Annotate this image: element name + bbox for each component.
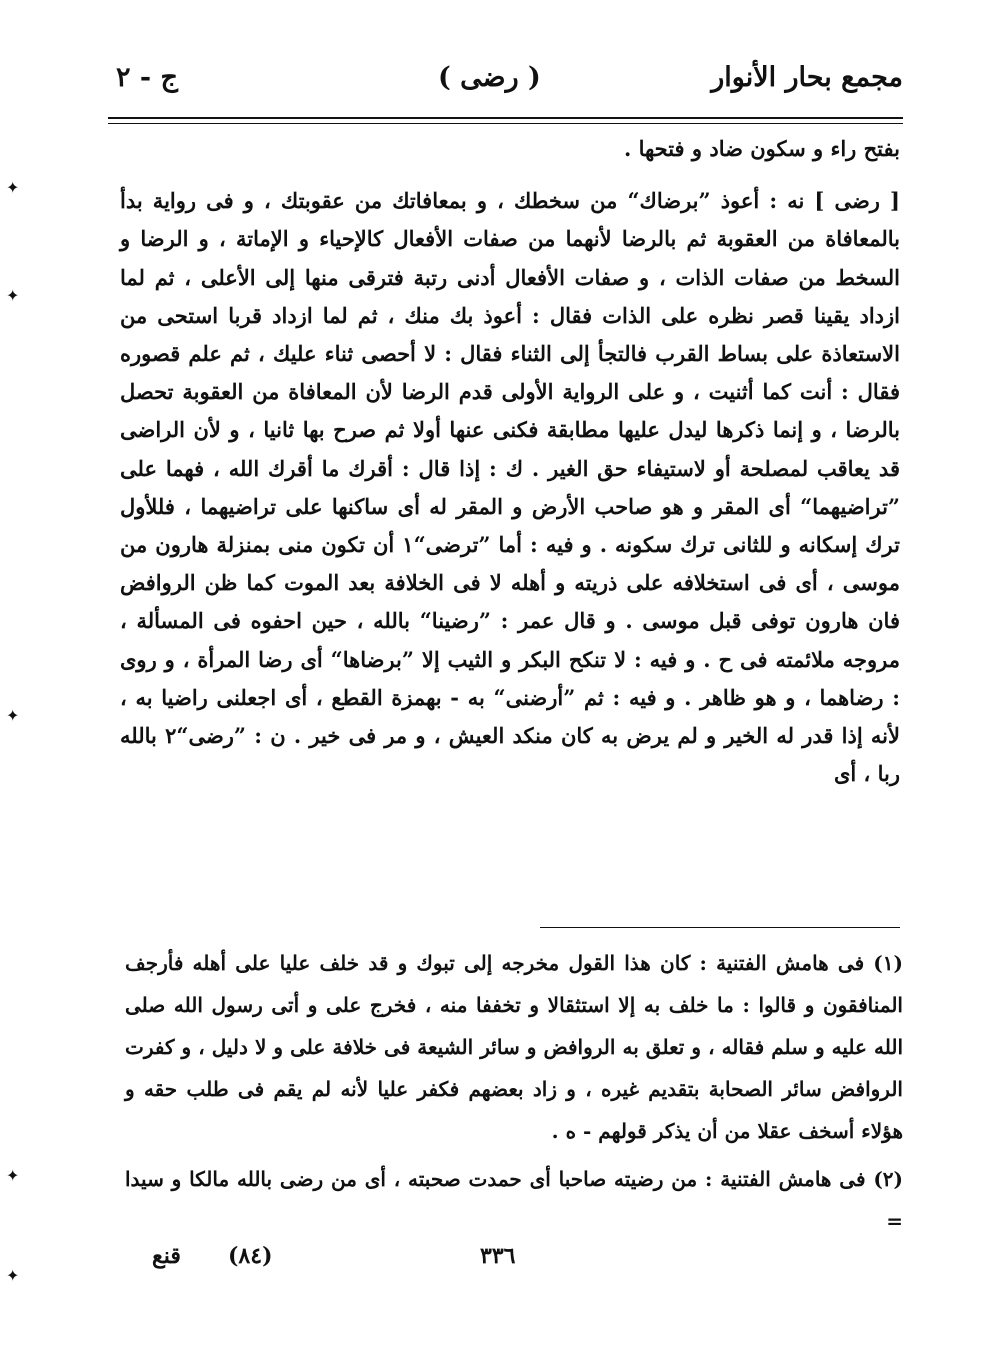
running-header [108,62,903,112]
main-text [120,130,900,793]
footnote-2: (٢) فى هامش الفتنية : من رضيته صاحبا أى حمدت صحبته ، أى من رضى بالله مالكا و سيدا = [125,1167,903,1233]
page-number: ٣٣٦ [480,1243,516,1269]
entry-word: ( رضى ) [438,62,541,93]
signature-number: (٨٤) [228,1243,273,1269]
margin-mark-icon: ✦ [6,706,20,725]
paragraph: [ رضى ] نه : أعوذ ”برضاك“ من سخطك ، و بمعافاتك من عقوبتك ، و فى رواية بدأ بالمعافاة من العقوبة ثم بالرضا لأنهما من صفات الأفعال كالإحياء و الإماتة ، و الرضا و السخط من صفات الذات ، و صفات الأفعال أدنى رتبة فترقى منها إلى الأعلى ، ثم لما ازداد يقينا قصر نظره على الذات فقال : أعوذ بك منك ، ثم لما ازداد قربا استحى من الاستعاذة على بساط القرب فالتجأ إلى الثناء فقال : لا أحصى ثناء عليك ، ثم علم قصوره فقال : أنت كما أثنيت ، و على الرواية الأولى قدم الرضا لأن المعافاة من العقوبة تحصل بالرضا ، و إنما ذكرها ليدل عليها مطابقة فكنى عنها أولا ثم صرح بها ثانيا ، و لأن الراضى قد يعاقب لمصلحة أو لاستيفاء حق الغير . ك : إذا قال : أقرك ما أقرك الله ، فهما على ”تراضيهما“ أى المقر و هو صاحب الأرض و المقر له أى ساكنها على تراضيهما ، فللأول ترك إسكانه و للثانى ترك سكونه . و فيه : أما ”ترضى“١ أن تكون منى بمنزلة هارون من موسى ، أى فى استخلافه على ذريته و أهله لا فى الخلافة بعد الموت كما ظن الروافض فان هارون توفى قبل موسى . و قال عمر : ”رضينا“ بالله ، حين احفوه فى المسألة ، مروجه ملائمته فى ح . و فيه : لا تنكح البكر و الثيب إلا ”برضاها“ أى رضا المرأة ، و روى : رضاهما ، و هو ظاهر . و فيه : ثم ”أرضنى“ به - بهمزة القطع ، أى اجعلنى راضيا به ، لأنه إذا قدر له الخير و لم يرض به كان منكد العيش ، و مر فى خير . ن : ”رضى“٢ بالله ربا ، أى [120,188,900,787]
signature-word: قنع [152,1243,181,1269]
header-rule-thin [108,123,903,124]
footnotes [125,942,903,1242]
page-footer [140,1243,900,1283]
header-rule-thick [108,117,903,119]
footnote-separator [540,927,900,928]
paragraph: بفتح راء و سكون ضاد و فتحها . [623,136,900,161]
volume-label: ج - ٢ [116,62,178,93]
margin-mark-icon: ✦ [6,1166,20,1185]
margin-mark-icon: ✦ [6,1266,20,1285]
book-title: مجمع بحار الأنوار [711,62,903,93]
margin-mark-icon: ✦ [6,286,20,305]
margin-mark-icon: ✦ [6,178,20,197]
footnote-1: (١) فى هامش الفتنية : كان هذا القول مخرجه إلى تبوك و قد خلف عليا على أهله فأرجف المنافقون و قالوا : ما خلف به إلا استثقالا و تخففا منه ، فخرج على و أتى رسول الله صلى الله عليه و سلم فقاله ، و تعلق به الروافض و سائر الشيعة فى خلافة على و لا دليل ، و كفرت الروافض سائر الصحابة بتقديم غيره ، و زاد بعضهم فكفر عليا لأنه لم يقم فى طلب حقه و هؤلاء أسخف عقلا من أن يذكر قولهم - ه . [125,951,903,1143]
